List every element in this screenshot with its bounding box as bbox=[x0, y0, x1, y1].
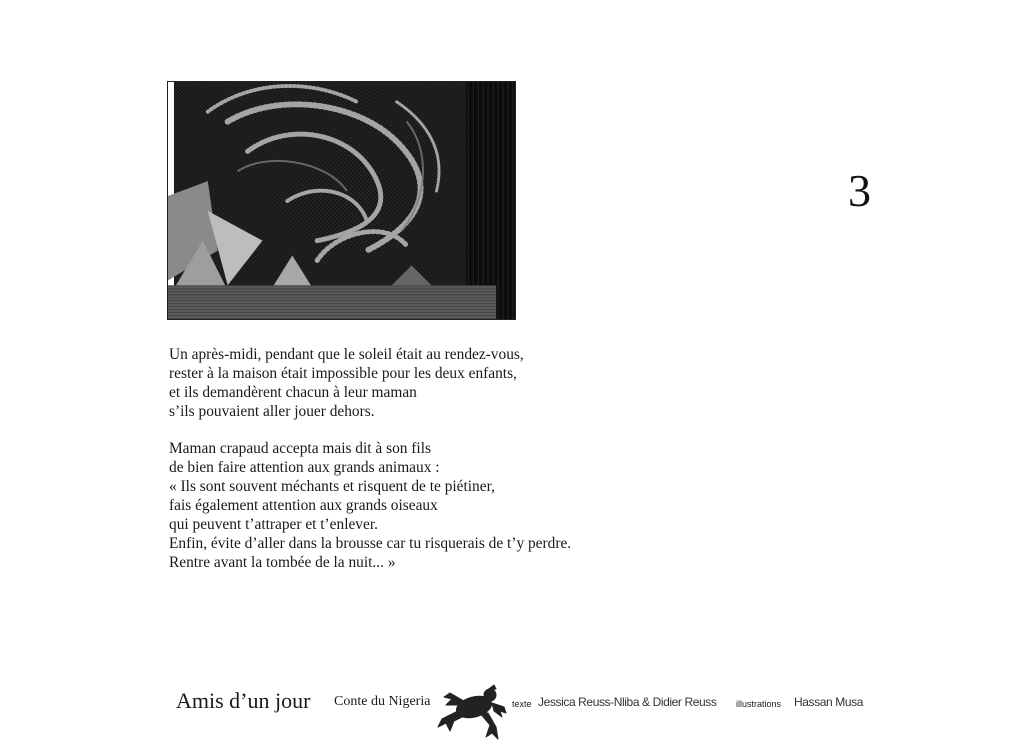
story-line: rester à la maison était impossible pour les deux enfants, bbox=[169, 365, 517, 382]
story-paragraph bbox=[169, 345, 689, 421]
illustrator-credit: Hassan Musa bbox=[794, 695, 863, 709]
story-line: Rentre avant la tombée de la nuit... » bbox=[169, 554, 396, 571]
story-line: Enfin, évite d’aller dans la brousse car tu risquerais de t’y perdre. bbox=[169, 535, 572, 552]
story-line: Un après-midi, pendant que le soleil était au rendez-vous, bbox=[169, 346, 524, 363]
story-text bbox=[169, 345, 689, 590]
story-line: « Ils sont souvent méchants et risquent de te piétiner, bbox=[169, 478, 495, 495]
text-credit-label: texte bbox=[512, 699, 532, 709]
story-line: et ils demandèrent chacun à leur maman bbox=[169, 384, 417, 401]
story-line: fais également attention aux grands oiseaux bbox=[169, 497, 438, 514]
collage-artwork bbox=[168, 82, 515, 319]
authors-credit: Jessica Reuss-Nliba & Didier Reuss bbox=[538, 695, 717, 709]
story-line: de bien faire attention aux grands animaux : bbox=[169, 459, 440, 476]
book-subtitle: Conte du Nigeria bbox=[334, 694, 431, 709]
book-title: Amis d’un jour bbox=[176, 688, 311, 713]
frog-logo-icon bbox=[436, 683, 508, 741]
story-paragraph bbox=[169, 439, 689, 572]
page-number: 3 bbox=[848, 165, 871, 216]
textile-collage-illustration bbox=[167, 81, 516, 320]
footer bbox=[176, 683, 896, 743]
illustrations-credit-label: illustrations bbox=[736, 699, 782, 709]
story-line: Maman crapaud accepta mais dit à son fils bbox=[169, 440, 431, 457]
story-line: s’ils pouvaient aller jouer dehors. bbox=[169, 403, 375, 420]
story-line: qui peuvent t’attraper et t’enlever. bbox=[169, 516, 378, 533]
